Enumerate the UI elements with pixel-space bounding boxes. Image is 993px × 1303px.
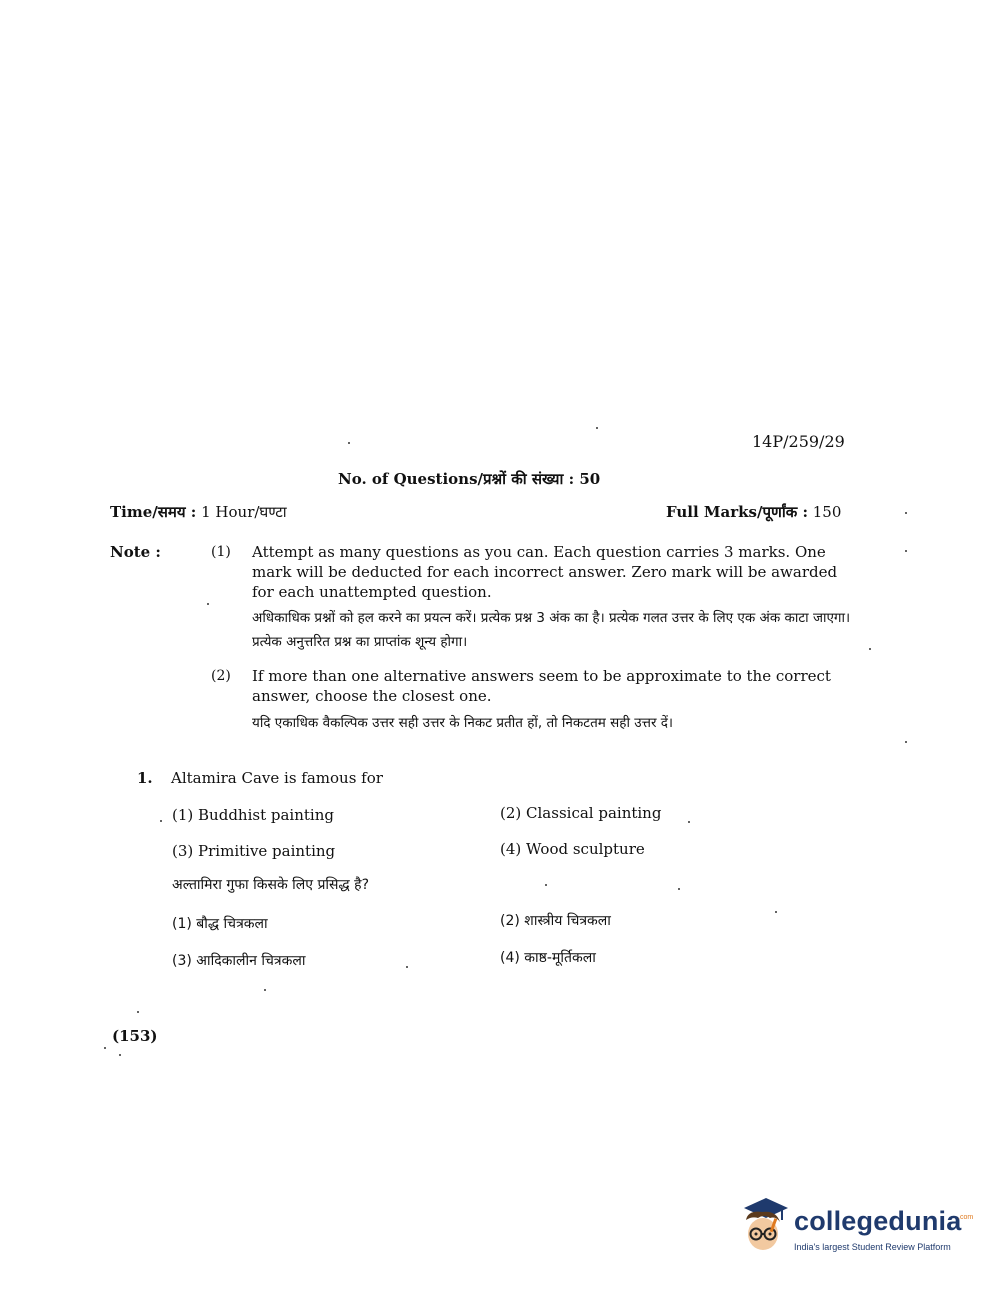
question-number: 1. — [137, 769, 153, 787]
scan-speck — [207, 603, 209, 605]
option-hi-4 — [500, 948, 596, 967]
marks-label: Full Marks/पूर्णांक : — [666, 503, 808, 521]
page-code: (153) — [112, 1027, 158, 1045]
scan-speck — [775, 911, 777, 913]
option-text: Classical painting — [526, 804, 662, 822]
note-item-2-number: (2) — [211, 668, 231, 684]
option-en-2 — [500, 804, 661, 822]
marks-line — [666, 502, 841, 522]
questions-count: No. of Questions/प्रश्नों की संख्या : 50 — [338, 470, 601, 488]
note-label: Note : — [110, 543, 161, 561]
scan-speck — [869, 648, 871, 650]
scan-speck — [160, 820, 162, 822]
collegedunia-logo — [736, 1196, 974, 1266]
option-text: आदिकालीन चित्रकला — [196, 953, 306, 969]
option-number: (3) — [172, 953, 192, 969]
option-hi-1 — [172, 914, 268, 933]
scan-speck — [264, 989, 266, 991]
scan-speck — [137, 1011, 139, 1013]
question-text-hindi: अल्तामिरा गुफा किसके लिए प्रसिद्ध है? — [172, 877, 370, 893]
paper-code: 14P/259/29 — [752, 432, 845, 451]
option-text: काष्ठ-मूर्तिकला — [524, 950, 596, 966]
scan-speck — [348, 442, 350, 444]
note-item-1-number: (1) — [211, 544, 231, 560]
logo-wordmark: collegedunia — [794, 1206, 962, 1236]
logo-suffix: .com — [958, 1214, 974, 1221]
option-en-3 — [172, 842, 335, 860]
scan-speck — [119, 1054, 121, 1056]
scan-speck — [596, 427, 598, 429]
scan-speck — [678, 888, 680, 890]
time-label: Time/समय : — [110, 503, 197, 521]
option-number: (1) — [172, 916, 192, 932]
marks-value: 150 — [812, 503, 842, 521]
time-line — [110, 502, 287, 522]
scan-speck — [905, 550, 907, 552]
option-number: (4) — [500, 840, 522, 858]
scan-speck — [688, 821, 690, 823]
question-text-english: Altamira Cave is famous for — [171, 769, 383, 787]
note-item-1-english: Attempt as many questions as you can. Each question carries 3 marks. One mark will be deducted for each incorrect answer. Zero mark will be awarded for each unattempted question. — [252, 543, 838, 601]
option-text: Buddhist painting — [198, 806, 334, 824]
option-text: शास्त्रीय चित्रकला — [524, 913, 611, 929]
option-en-1 — [172, 806, 334, 824]
scan-speck — [905, 512, 907, 514]
scan-speck — [905, 741, 907, 743]
option-number: (2) — [500, 913, 520, 929]
option-text: बौद्ध चित्रकला — [196, 916, 268, 932]
option-number: (1) — [172, 806, 194, 824]
option-number: (4) — [500, 950, 520, 966]
scan-speck — [104, 1047, 106, 1049]
note-item-2-hindi: यदि एकाधिक वैकल्पिक उत्तर सही उत्तर के निकट प्रतीत हों, तो निकटतम सही उत्तर दें। — [252, 715, 674, 731]
time-value: 1 Hour/घण्टा — [201, 503, 287, 521]
note-item-1-hindi: अधिकाधिक प्रश्नों को हल करने का प्रयत्न करें। प्रत्येक प्रश्न 3 अंक का है। प्रत्येक गलत उत्तर के लिए एक अंक काटा जाएगा। प्रत्येक अनुत्तरित प्रश्न का प्राप्तांक शून्य होगा। — [252, 610, 851, 650]
note-item-2-english: If more than one alternative answers seem to be approximate to the correct answer, choose the closest one. — [252, 667, 831, 705]
option-hi-3 — [172, 951, 306, 970]
option-hi-2 — [500, 911, 611, 930]
option-en-4 — [500, 840, 645, 858]
option-text: Wood sculpture — [526, 840, 645, 858]
scan-speck — [545, 884, 547, 886]
mascot-icon — [736, 1196, 792, 1258]
logo-tagline: India's largest Student Review Platform — [794, 1242, 951, 1252]
scan-speck — [406, 966, 408, 968]
option-number: (2) — [500, 804, 522, 822]
option-number: (3) — [172, 842, 194, 860]
option-text: Primitive painting — [198, 842, 336, 860]
